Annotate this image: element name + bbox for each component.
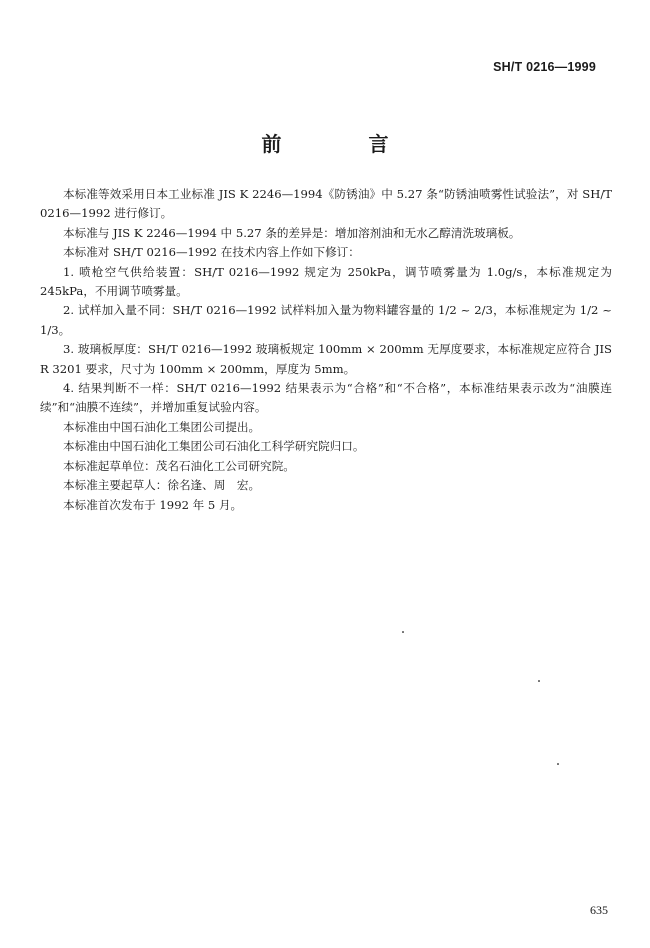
scan-speck	[402, 631, 404, 633]
foreword-body	[40, 185, 612, 515]
paragraph-1: 本标准等效采用日本工业标准 JIS K 2246—1994《防锈油》中 5.27 条“防锈油喷雾性试验法”，对 SH/T 0216—1992 进行修订。	[40, 187, 612, 221]
paragraph-6: 3. 玻璃板厚度：SH/T 0216—1992 玻璃板规定 100mm × 200mm 无厚度要求，本标准规定应符合 JIS R 3201 要求，尺寸为 100mm × 200mm，厚度为 5mm。	[40, 342, 612, 376]
paragraph-8: 本标准由中国石油化工集团公司提出。	[63, 419, 261, 434]
page-title: 前 言	[261, 132, 429, 156]
paragraph-12: 本标准首次发布于 1992 年 5 月。	[63, 497, 243, 512]
standard-code: SH/T 0216—1999	[493, 60, 596, 74]
page-number: 635	[590, 903, 608, 917]
paragraph-10: 本标准起草单位：茂名石油化工公司研究院。	[63, 458, 295, 473]
paragraph-11: 本标准主要起草人：徐名逢、周 宏。	[63, 478, 261, 493]
paragraph-9: 本标准由中国石油化工集团公司石油化工科学研究院归口。	[63, 439, 365, 454]
paragraph-4: 1. 喷枪空气供给装置：SH/T 0216—1992 规定为 250kPa，调节喷雾量为 1.0g/s，本标准规定为 245kPa，不用调节喷雾量。	[40, 264, 612, 299]
paragraph-5: 2. 试样加入量不同：SH/T 0216—1992 试样料加入量为物料罐容量的 1/2 ~ 2/3，本标准规定为 1/2 ~ 1/3。	[40, 303, 612, 337]
paragraph-3: 本标准对 SH/T 0216—1992 在技术内容上作如下修订：	[63, 245, 360, 260]
scan-speck	[557, 763, 559, 765]
scan-speck	[538, 680, 540, 682]
paragraph-2: 本标准与 JIS K 2246—1994 中 5.27 条的差异是：增加溶剂油和无水乙醇清洗玻璃板。	[63, 225, 521, 240]
paragraph-7: 4. 结果判断不一样：SH/T 0216—1992 结果表示为“合格”和“不合格”，本标准结果表示改为“油膜连续”和“油膜不连续”，并增加重复试验内容。	[40, 381, 612, 415]
